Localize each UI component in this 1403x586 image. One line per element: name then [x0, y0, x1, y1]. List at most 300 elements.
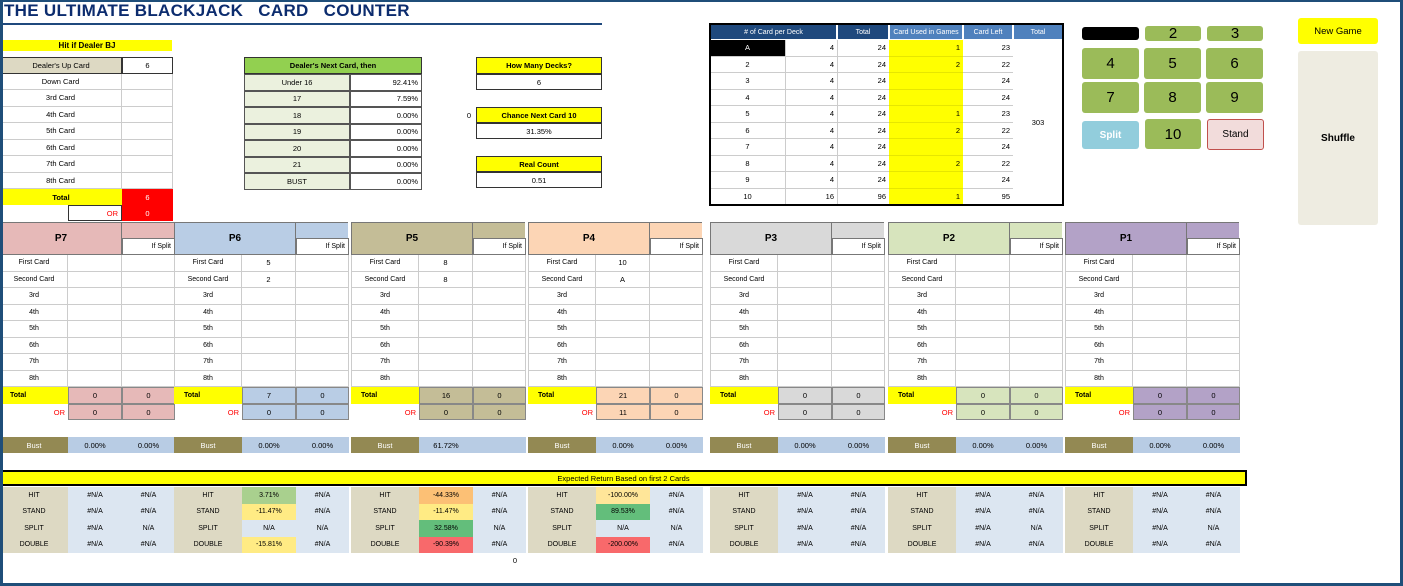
dealer-row-value[interactable]	[122, 156, 173, 173]
player-card-input[interactable]	[68, 371, 122, 388]
player-row-label: Second Card	[351, 272, 419, 289]
ev-value: -15.81%	[242, 537, 296, 554]
player-row-label: 6th	[351, 338, 419, 355]
player-row-label: Second Card	[888, 272, 956, 289]
card-left: 23	[963, 106, 1013, 123]
player-card-input[interactable]	[956, 371, 1010, 388]
player-total-label: Total	[174, 387, 242, 404]
player-total-value: 21	[596, 387, 650, 404]
player-split-input[interactable]	[832, 272, 885, 289]
ev-value: #N/A	[956, 520, 1010, 537]
ev-split-value: #N/A	[122, 504, 175, 521]
player-card-input[interactable]	[956, 338, 1010, 355]
player-split-input[interactable]	[473, 321, 526, 338]
dealer-total-value: 6	[122, 189, 173, 205]
ev-split-value: #N/A	[122, 537, 175, 554]
player-split-input[interactable]	[122, 288, 175, 305]
ev-label: DOUBLE	[1065, 537, 1133, 554]
player-or-label: OR	[763, 407, 775, 417]
player-card-input[interactable]	[778, 354, 832, 371]
player-card-input[interactable]	[242, 288, 296, 305]
ev-value: #N/A	[956, 504, 1010, 521]
card-rank: 3	[710, 73, 785, 90]
player-total-split: 0	[1010, 387, 1063, 404]
stand-button[interactable]: Stand	[1207, 119, 1264, 150]
dealer-row-label: 8th Card	[0, 173, 122, 190]
ev-label: STAND	[888, 504, 956, 521]
player-bust-label: Bust	[528, 437, 596, 453]
card-per-deck: 4	[785, 172, 837, 189]
ev-split-value: N/A	[473, 520, 526, 537]
player-row-label: 4th	[0, 305, 68, 322]
dealer-row-value[interactable]	[122, 173, 173, 190]
card-rank: 8	[710, 156, 785, 173]
player-row-label: Second Card	[1065, 272, 1133, 289]
ev-label: SPLIT	[528, 520, 596, 537]
player-split-input[interactable]	[473, 338, 526, 355]
player-split-input[interactable]	[1187, 288, 1240, 305]
card-used[interactable]: 1	[889, 189, 963, 206]
player-card-input[interactable]	[242, 354, 296, 371]
player-split-input[interactable]	[122, 305, 175, 322]
player-header-fill	[832, 222, 884, 238]
player-card-input[interactable]	[778, 338, 832, 355]
player-split-input[interactable]	[473, 288, 526, 305]
player-row-label: First Card	[351, 255, 419, 272]
player-or-value: 11	[596, 404, 650, 420]
player-row-label: 3rd	[888, 288, 956, 305]
player-split-input[interactable]	[1010, 272, 1063, 289]
player-split-input[interactable]	[1187, 272, 1240, 289]
player-split-input[interactable]	[650, 272, 703, 289]
next-card-label: BUST	[244, 173, 350, 190]
dealer-row-label: 6th Card	[0, 140, 122, 157]
player-split-input[interactable]	[1010, 371, 1063, 388]
player-or-split: 0	[473, 404, 526, 420]
player-card-input[interactable]	[596, 305, 650, 322]
player-card-input[interactable]	[778, 321, 832, 338]
player-row-label: 5th	[710, 321, 778, 338]
player-split-input[interactable]	[650, 354, 703, 371]
player-card-input[interactable]	[1133, 305, 1187, 322]
player-split-input[interactable]	[296, 338, 349, 355]
player-or-split: 0	[650, 404, 703, 420]
if-split-label: If Split	[832, 238, 885, 255]
player-split-input[interactable]	[832, 338, 885, 355]
card-rank: 7	[710, 139, 785, 156]
player-card-input[interactable]: 10	[596, 255, 650, 272]
player-split-input[interactable]	[1010, 338, 1063, 355]
player-card-input[interactable]	[1133, 371, 1187, 388]
dealer-row-value[interactable]	[122, 107, 173, 124]
dealer-row-value[interactable]	[122, 123, 173, 140]
title-underline	[0, 23, 602, 25]
ev-label: STAND	[528, 504, 596, 521]
player-card-input[interactable]	[778, 255, 832, 272]
player-total-value: 7	[242, 387, 296, 404]
player-header-fill	[1010, 222, 1062, 238]
player-row-label: 6th	[888, 338, 956, 355]
ev-value: #N/A	[68, 537, 122, 554]
card-left: 95	[963, 189, 1013, 206]
player-bust-value: 0.00%	[778, 437, 832, 453]
player-card-input[interactable]: 2	[242, 272, 296, 289]
player-split-input[interactable]	[650, 288, 703, 305]
dealer-row-value[interactable]: 6	[122, 57, 173, 74]
key-4-button[interactable]: 4	[1082, 48, 1139, 79]
key-5-button[interactable]: 5	[1144, 48, 1201, 79]
ev-split-value: N/A	[1187, 520, 1240, 537]
ev-split-value: #N/A	[832, 520, 885, 537]
player-card-input[interactable]	[68, 354, 122, 371]
player-row-label: 8th	[1065, 371, 1133, 388]
player-split-input[interactable]	[473, 272, 526, 289]
player-bust-value: 0.00%	[68, 437, 122, 453]
player-card-input[interactable]	[956, 354, 1010, 371]
player-card-input[interactable]	[68, 338, 122, 355]
player-card-input[interactable]: 8	[419, 255, 473, 272]
card-left: 22	[963, 57, 1013, 74]
player-or-value: 0	[1133, 404, 1187, 420]
player-split-input[interactable]	[296, 371, 349, 388]
player-row-label: 4th	[888, 305, 956, 322]
card-used[interactable]: 2	[889, 156, 963, 173]
ev-value: #N/A	[778, 520, 832, 537]
next-card-label: 17	[244, 91, 350, 108]
player-header-fill	[1187, 222, 1239, 238]
player-card-input[interactable]	[68, 272, 122, 289]
black-button[interactable]	[1082, 27, 1139, 40]
player-split-input[interactable]	[296, 255, 349, 272]
chance10-label: Chance Next Card 10	[476, 107, 602, 123]
player-split-input[interactable]	[1187, 305, 1240, 322]
chance10-value: 31.35%	[476, 123, 602, 139]
player-row-label: 4th	[174, 305, 242, 322]
player-split-input[interactable]	[650, 305, 703, 322]
ev-value: -100.00%	[596, 487, 650, 504]
player-row-label: 5th	[0, 321, 68, 338]
player-card-input[interactable]	[596, 338, 650, 355]
ev-value: 32.58%	[419, 520, 473, 537]
player-total-label: Total	[351, 387, 419, 404]
next-card-prob: 92.41%	[350, 74, 422, 91]
player-or-label: OR	[941, 407, 953, 417]
player-split-input[interactable]	[473, 354, 526, 371]
if-split-label: If Split	[650, 238, 703, 255]
player-split-input[interactable]	[296, 321, 349, 338]
ev-value: -11.47%	[242, 504, 296, 521]
player-split-input[interactable]	[1187, 255, 1240, 272]
player-or-value: 0	[419, 404, 473, 420]
dealer-row-label: 5th Card	[0, 123, 122, 140]
player-card-input[interactable]	[1133, 255, 1187, 272]
player-row-label: 3rd	[1065, 288, 1133, 305]
player-split-input[interactable]	[1187, 321, 1240, 338]
card-used[interactable]: 2	[889, 57, 963, 74]
player-card-input[interactable]: 5	[242, 255, 296, 272]
player-card-input[interactable]	[68, 288, 122, 305]
player-card-input[interactable]	[68, 305, 122, 322]
player-split-input[interactable]	[473, 371, 526, 388]
player-card-input[interactable]	[242, 371, 296, 388]
player-card-input[interactable]	[419, 305, 473, 322]
dealer-row-label: Down Card	[0, 74, 122, 91]
player-split-input[interactable]	[122, 338, 175, 355]
decks-value[interactable]: 6	[476, 74, 602, 90]
card-table-header: Total	[837, 24, 889, 40]
card-left: 23	[963, 40, 1013, 57]
player-card-input[interactable]	[956, 255, 1010, 272]
real-count-label: Real Count	[476, 156, 602, 172]
player-split-input[interactable]	[650, 321, 703, 338]
player-bust-value: 0.00%	[1133, 437, 1187, 453]
ev-label: SPLIT	[888, 520, 956, 537]
player-card-input[interactable]	[956, 288, 1010, 305]
player-total-value: 0	[1133, 387, 1187, 404]
player-card-input[interactable]	[956, 321, 1010, 338]
key-2-button[interactable]: 2	[1145, 26, 1201, 41]
dealer-row-value[interactable]	[122, 90, 173, 107]
player-bust-value: 0.00%	[596, 437, 650, 453]
key-3-button[interactable]: 3	[1207, 26, 1263, 41]
player-header-p4: P4	[528, 222, 650, 255]
player-card-input[interactable]	[419, 354, 473, 371]
card-left: 24	[963, 172, 1013, 189]
player-split-input[interactable]	[1187, 371, 1240, 388]
split-button[interactable]: Split	[1082, 121, 1139, 149]
player-row-label: First Card	[528, 255, 596, 272]
player-card-input[interactable]	[596, 354, 650, 371]
player-bust-split: 0.00%	[650, 437, 703, 453]
ev-split-value: N/A	[650, 520, 703, 537]
player-split-input[interactable]	[650, 255, 703, 272]
ev-value: #N/A	[68, 520, 122, 537]
player-bust-split	[473, 437, 526, 453]
card-table-header: # of Card per Deck	[710, 24, 837, 40]
player-split-input[interactable]	[650, 338, 703, 355]
hit-dealer-bj-label: Hit if Dealer BJ	[2, 40, 172, 51]
card-left: 24	[963, 90, 1013, 107]
player-card-input[interactable]: A	[596, 272, 650, 289]
player-bust-value: 0.00%	[242, 437, 296, 453]
player-split-input[interactable]	[1010, 305, 1063, 322]
player-card-input[interactable]	[778, 305, 832, 322]
ev-split-value: #N/A	[1010, 537, 1063, 554]
ev-label: HIT	[710, 487, 778, 504]
dealer-row-label: 3rd Card	[0, 90, 122, 107]
shuffle-button[interactable]: Shuffle	[1298, 51, 1378, 225]
dealer-row-value[interactable]	[122, 140, 173, 157]
ev-split-value: #N/A	[832, 504, 885, 521]
card-rank: 4	[710, 90, 785, 107]
card-per-deck: 4	[785, 139, 837, 156]
if-split-label: If Split	[122, 238, 175, 255]
player-card-input[interactable]	[1133, 288, 1187, 305]
ev-value: -11.47%	[419, 504, 473, 521]
player-split-input[interactable]	[122, 272, 175, 289]
dealer-row-value[interactable]	[122, 74, 173, 91]
ev-value: #N/A	[956, 537, 1010, 554]
player-split-input[interactable]	[122, 321, 175, 338]
player-split-input[interactable]	[650, 371, 703, 388]
ev-label: DOUBLE	[528, 537, 596, 554]
card-used[interactable]: 1	[889, 40, 963, 57]
player-card-input[interactable]	[419, 338, 473, 355]
player-split-input[interactable]	[832, 321, 885, 338]
player-card-input[interactable]	[242, 321, 296, 338]
key-6-button[interactable]: 6	[1206, 48, 1263, 79]
player-card-input[interactable]	[956, 272, 1010, 289]
player-split-input[interactable]	[1010, 354, 1063, 371]
player-total-split: 0	[122, 387, 175, 404]
ev-split-value: #N/A	[473, 504, 526, 521]
player-row-label: 8th	[351, 371, 419, 388]
player-or-split: 0	[1010, 404, 1063, 420]
card-rank: 9	[710, 172, 785, 189]
if-split-label: If Split	[473, 238, 526, 255]
player-card-input[interactable]	[419, 371, 473, 388]
player-or-label: OR	[53, 407, 65, 417]
player-split-input[interactable]	[1187, 338, 1240, 355]
player-header-p2: P2	[888, 222, 1010, 255]
player-row-label: 5th	[528, 321, 596, 338]
player-split-input[interactable]	[832, 371, 885, 388]
player-split-input[interactable]	[122, 371, 175, 388]
player-row-label: 3rd	[528, 288, 596, 305]
player-header-p1: P1	[1065, 222, 1187, 255]
player-split-input[interactable]	[296, 305, 349, 322]
player-row-label: 7th	[351, 354, 419, 371]
player-split-input[interactable]	[296, 354, 349, 371]
ev-split-value: #N/A	[832, 537, 885, 554]
card-used[interactable]: 2	[889, 123, 963, 140]
player-split-input[interactable]	[1010, 288, 1063, 305]
player-split-input[interactable]	[296, 288, 349, 305]
player-or-value: 0	[956, 404, 1010, 420]
key-8-button[interactable]: 8	[1144, 82, 1201, 113]
ev-split-value: #N/A	[1187, 504, 1240, 521]
player-card-input[interactable]	[68, 321, 122, 338]
player-total-label: Total	[0, 387, 68, 404]
player-split-input[interactable]	[832, 288, 885, 305]
player-total-label: Total	[710, 387, 778, 404]
key-10-button[interactable]: 10	[1145, 119, 1201, 149]
player-split-input[interactable]	[473, 305, 526, 322]
player-row-label: Second Card	[710, 272, 778, 289]
ev-split-value: #N/A	[1187, 487, 1240, 504]
player-bust-label: Bust	[710, 437, 778, 453]
ev-value: 89.53%	[596, 504, 650, 521]
player-split-input[interactable]	[1187, 354, 1240, 371]
player-split-input[interactable]	[296, 272, 349, 289]
player-split-input[interactable]	[1010, 321, 1063, 338]
player-card-input[interactable]	[956, 305, 1010, 322]
player-bust-split: 0.00%	[832, 437, 885, 453]
player-split-input[interactable]	[832, 255, 885, 272]
ev-value: #N/A	[956, 487, 1010, 504]
ev-split-value: #N/A	[1010, 487, 1063, 504]
ev-value: N/A	[596, 520, 650, 537]
player-row-label: 5th	[174, 321, 242, 338]
card-per-deck: 4	[785, 123, 837, 140]
player-split-input[interactable]	[1010, 255, 1063, 272]
player-total-split: 0	[296, 387, 349, 404]
player-row-label: First Card	[710, 255, 778, 272]
ev-label: STAND	[1065, 504, 1133, 521]
player-or-value: 0	[778, 404, 832, 420]
player-card-input[interactable]	[596, 321, 650, 338]
player-card-input[interactable]	[596, 371, 650, 388]
player-row-label: 8th	[174, 371, 242, 388]
player-card-input[interactable]	[419, 288, 473, 305]
card-total: 24	[837, 123, 889, 140]
player-bust-label: Bust	[351, 437, 419, 453]
card-per-deck: 4	[785, 57, 837, 74]
player-card-input[interactable]	[242, 305, 296, 322]
key-7-button[interactable]: 7	[1082, 82, 1139, 113]
player-card-input[interactable]	[1133, 321, 1187, 338]
card-per-deck: 4	[785, 40, 837, 57]
player-card-input[interactable]	[596, 288, 650, 305]
card-table-header: Total	[1013, 24, 1063, 40]
ev-value: #N/A	[1133, 504, 1187, 521]
player-total-split: 0	[832, 387, 885, 404]
ev-label: SPLIT	[174, 520, 242, 537]
player-split-input[interactable]	[832, 305, 885, 322]
player-card-input[interactable]	[1133, 272, 1187, 289]
player-header-fill	[473, 222, 525, 238]
dealer-or-value: 0	[122, 205, 173, 221]
card-left: 22	[963, 156, 1013, 173]
player-split-input[interactable]	[832, 354, 885, 371]
player-split-input[interactable]	[473, 255, 526, 272]
new-game-button[interactable]: New Game	[1298, 18, 1378, 44]
player-card-input[interactable]	[778, 371, 832, 388]
player-total-split: 0	[1187, 387, 1240, 404]
player-card-input[interactable]	[778, 288, 832, 305]
player-card-input[interactable]	[242, 338, 296, 355]
ev-value: -200.00%	[596, 537, 650, 554]
player-card-input[interactable]	[419, 321, 473, 338]
player-card-input[interactable]: 8	[419, 272, 473, 289]
player-card-input[interactable]	[1133, 354, 1187, 371]
player-total-label: Total	[888, 387, 956, 404]
if-split-label: If Split	[1187, 238, 1240, 255]
player-card-input[interactable]	[778, 272, 832, 289]
player-card-input[interactable]	[68, 255, 122, 272]
next-card-prob: 0.00%	[350, 173, 422, 190]
player-row-label: 3rd	[710, 288, 778, 305]
player-card-input[interactable]	[1133, 338, 1187, 355]
key-9-button[interactable]: 9	[1206, 82, 1263, 113]
card-per-deck: 4	[785, 156, 837, 173]
card-table-frame	[709, 23, 1064, 206]
player-split-input[interactable]	[122, 354, 175, 371]
card-total: 24	[837, 40, 889, 57]
player-row-label: 3rd	[351, 288, 419, 305]
ev-split-value: N/A	[122, 520, 175, 537]
footer-zero-value: 0	[512, 555, 518, 565]
ev-value: #N/A	[1133, 537, 1187, 554]
player-split-input[interactable]	[122, 255, 175, 272]
card-per-deck: 16	[785, 189, 837, 206]
card-rank: A	[710, 40, 785, 57]
card-rank: 2	[710, 57, 785, 74]
ev-label: SPLIT	[0, 520, 68, 537]
player-row-label: 4th	[710, 305, 778, 322]
card-used[interactable]: 1	[889, 106, 963, 123]
ev-value: -90.39%	[419, 537, 473, 554]
